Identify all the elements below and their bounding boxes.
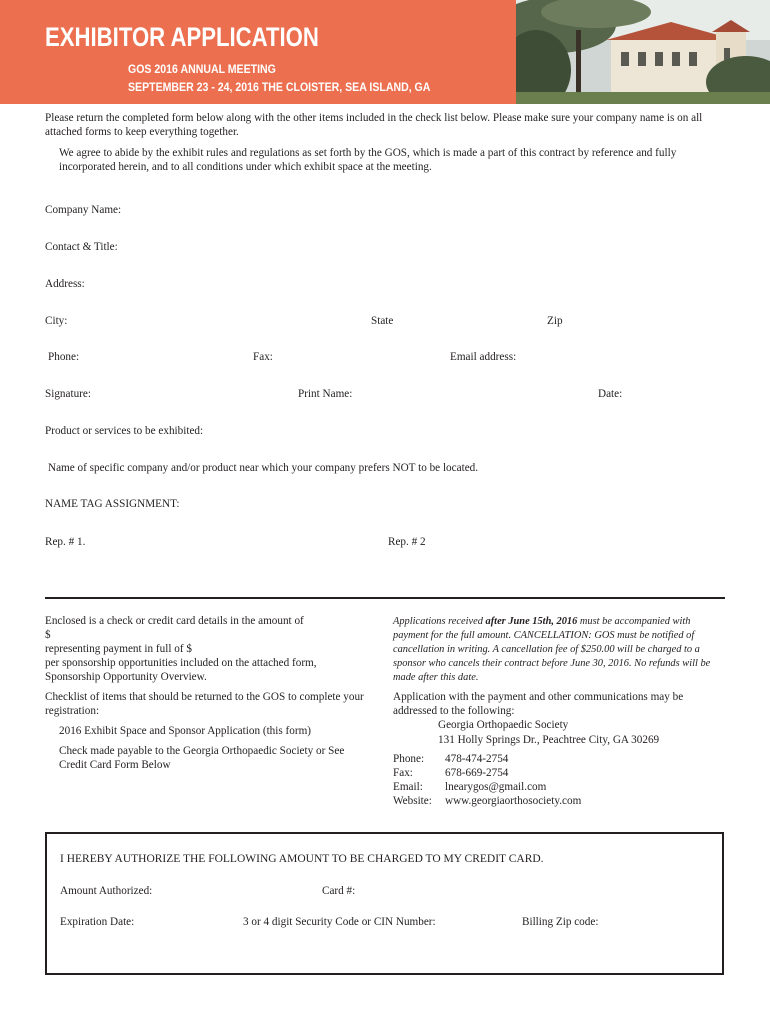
page-title: EXHIBITOR APPLICATION: [45, 22, 319, 52]
deadline-date: after June 15th, 2016: [485, 616, 578, 627]
company-name-label: Company Name:: [45, 204, 122, 216]
venue-photo: [516, 0, 770, 104]
enclosed-text: Enclosed is a check or credit card details in the amount of: [45, 615, 304, 627]
representing-text: representing payment in full of $: [45, 643, 192, 655]
header-banner: [0, 0, 516, 104]
email-label: Email address:: [450, 351, 517, 363]
org-street: 131 Holly Springs Dr., Peachtree City, GA 30269: [438, 734, 660, 746]
security-code-label: 3 or 4 digit Security Code or CIN Number:: [243, 916, 436, 928]
signature-label: Signature:: [45, 388, 91, 400]
intro-instructions: Please return the completed form below along with the other items included in the check list below. Please make sure your company name is on all attached forms to keep everything together.: [45, 112, 703, 138]
zip-label: Zip: [547, 315, 563, 327]
billing-zip-label: Billing Zip code:: [522, 916, 599, 928]
contact-fax-label: Fax:: [393, 767, 413, 779]
per-sponsorship-text: per sponsorship opportunities included on the attached form,: [45, 657, 317, 669]
overview-text: Sponsorship Opportunity Overview.: [45, 671, 207, 683]
address-intro: Application with the payment and other communications may be addressed to the following:: [393, 691, 684, 717]
contact-email-label: Email:: [393, 781, 423, 793]
contact-website-value[interactable]: www.georgiaorthosociety.com: [445, 795, 582, 807]
date-label: Date:: [598, 388, 623, 400]
state-label: State: [371, 315, 394, 327]
meeting-name: GOS 2016 ANNUAL MEETING: [128, 62, 276, 76]
print-name-label: Print Name:: [298, 388, 353, 400]
fax-label: Fax:: [253, 351, 273, 363]
rep2-label: Rep. # 2: [388, 536, 426, 548]
contact-email-value[interactable]: lnearygos@gmail.com: [445, 781, 547, 793]
contact-website-label: Website:: [393, 795, 432, 807]
credit-card-heading: I HEREBY AUTHORIZE THE FOLLOWING AMOUNT TO BE CHARGED TO MY CREDIT CARD.: [60, 853, 544, 865]
intro-agreement: We agree to abide by the exhibit rules and regulations as set forth by the GOS, which is made a part of this contract by reference and fully incorporated herein, and to all conditions under which exhibit space at the meeting.: [59, 147, 677, 173]
contact-title-label: Contact & Title:: [45, 241, 118, 253]
meeting-dates-location: SEPTEMBER 23 - 24, 2016 THE CLOISTER, SEA ISLAND, GA: [128, 80, 431, 94]
amount-authorized-label: Amount Authorized:: [60, 885, 153, 897]
checklist-item-check: Check made payable to the Georgia Orthopaedic Society or See Credit Card Form Below: [59, 745, 345, 771]
city-label: City:: [45, 315, 68, 327]
not-near-label: Name of specific company and/or product near which your company prefers NOT to be located.: [48, 462, 479, 474]
product-label: Product or services to be exhibited:: [45, 425, 204, 437]
contact-phone-value: 478-474-2754: [445, 753, 509, 765]
section-divider: [45, 597, 725, 599]
dollar-sign: $: [45, 629, 51, 641]
rep1-label: Rep. # 1.: [45, 536, 86, 548]
cancellation-notice: Applications received after June 15th, 2016 must be accompanied with payment for the full amount. CANCELLATION: GOS must be notified of cancellation in writing. A cancellation fee of $250.00 will be charged to a sponsor who cancels their contract before June 30, 2016. No refunds will be made after this date.: [393, 616, 711, 683]
checklist-item-application: 2016 Exhibit Space and Sponsor Application (this form): [59, 725, 311, 737]
checklist-intro: Checklist of items that should be returned to the GOS to complete your registration:: [45, 691, 364, 717]
org-name: Georgia Orthopaedic Society: [438, 719, 569, 731]
address-label: Address:: [45, 278, 85, 290]
contact-phone-label: Phone:: [393, 753, 425, 765]
contact-fax-value: 678-669-2754: [445, 767, 509, 779]
card-number-label: Card #:: [322, 885, 356, 897]
name-tag-heading: NAME TAG ASSIGNMENT:: [45, 498, 180, 510]
phone-label: Phone:: [48, 351, 80, 363]
expiration-date-label: Expiration Date:: [60, 916, 135, 928]
